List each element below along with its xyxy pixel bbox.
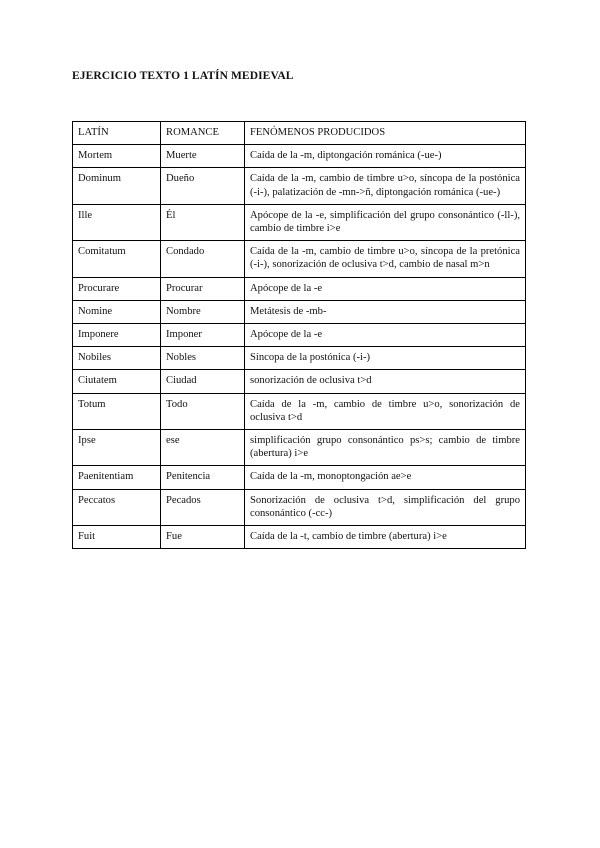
- document-title: EJERCICIO TEXTO 1 LATÍN MEDIEVAL: [72, 70, 294, 82]
- romance-cell: Penitencia: [161, 466, 245, 489]
- romance-cell: Fue: [161, 526, 245, 549]
- latin-cell: Paenitentiam: [73, 466, 161, 489]
- romance-cell: Nombre: [161, 300, 245, 323]
- romance-cell: Todo: [161, 393, 245, 429]
- table-row: [73, 277, 526, 300]
- table-row: [73, 526, 526, 549]
- phenomena-cell: Caída de la -m, cambio de timbre u>o, síncopa de la postónica (-i-), palatización de -mn->ñ, diptongación románica (-ue-): [245, 168, 526, 204]
- table-row: [73, 466, 526, 489]
- romance-cell: Nobles: [161, 347, 245, 370]
- latin-cell: Ipse: [73, 430, 161, 466]
- table-row: [73, 430, 526, 466]
- header-phenomena: FENÓMENOS PRODUCIDOS: [245, 122, 526, 145]
- phenomena-cell: Caída de la -m, cambio de timbre u>o, sonorización de oclusiva t>d: [245, 393, 526, 429]
- latin-cell: Ille: [73, 204, 161, 240]
- latin-cell: Totum: [73, 393, 161, 429]
- phenomena-cell: Caída de la -m, monoptongación ae>e: [245, 466, 526, 489]
- table-header-row: [73, 122, 526, 145]
- phenomena-cell: Caída de la -m, diptongación románica (-ue-): [245, 145, 526, 168]
- latin-cell: Procurare: [73, 277, 161, 300]
- phenomena-cell: Caída de la -m, cambio de timbre u>o, síncopa de la pretónica (-i-), sonorización de oclusiva t>d, cambio de nasal m>n: [245, 241, 526, 277]
- romance-cell: Ciudad: [161, 370, 245, 393]
- phenomena-cell: Apócope de la -e: [245, 277, 526, 300]
- romance-cell: Pecados: [161, 489, 245, 525]
- latin-cell: Nomine: [73, 300, 161, 323]
- romance-cell: ese: [161, 430, 245, 466]
- latin-cell: Nobiles: [73, 347, 161, 370]
- romance-cell: Procurar: [161, 277, 245, 300]
- latin-cell: Mortem: [73, 145, 161, 168]
- latin-cell: Comitatum: [73, 241, 161, 277]
- table-row: [73, 241, 526, 277]
- romance-cell: Él: [161, 204, 245, 240]
- romance-cell: Condado: [161, 241, 245, 277]
- table-row: [73, 347, 526, 370]
- table-row: [73, 489, 526, 525]
- romance-cell: Imponer: [161, 324, 245, 347]
- phenomena-cell: Apócope de la -e: [245, 324, 526, 347]
- phenomena-cell: Caída de la -t, cambio de timbre (abertura) i>e: [245, 526, 526, 549]
- phenomena-cell: simplificación grupo consonántico ps>s; cambio de timbre (abertura) i>e: [245, 430, 526, 466]
- phenomena-cell: Sonorización de oclusiva t>d, simplificación del grupo consonántico (-cc-): [245, 489, 526, 525]
- table-row: [73, 300, 526, 323]
- table-row: [73, 145, 526, 168]
- phenomena-cell: Apócope de la -e, simplificación del grupo consonántico (-ll-), cambio de timbre i>e: [245, 204, 526, 240]
- phenomena-cell: Metátesis de -mb-: [245, 300, 526, 323]
- latin-cell: Ciutatem: [73, 370, 161, 393]
- table-row: [73, 168, 526, 204]
- table-row: [73, 204, 526, 240]
- header-romance: ROMANCE: [161, 122, 245, 145]
- phenomena-cell: sonorización de oclusiva t>d: [245, 370, 526, 393]
- phenomena-table: [72, 121, 526, 549]
- latin-cell: Dominum: [73, 168, 161, 204]
- table-row: [73, 370, 526, 393]
- latin-cell: Fuit: [73, 526, 161, 549]
- phenomena-cell: Síncopa de la postónica (-i-): [245, 347, 526, 370]
- table-row: [73, 324, 526, 347]
- romance-cell: Muerte: [161, 145, 245, 168]
- romance-cell: Dueño: [161, 168, 245, 204]
- header-latin: LATÍN: [73, 122, 161, 145]
- latin-cell: Peccatos: [73, 489, 161, 525]
- latin-cell: Imponere: [73, 324, 161, 347]
- table-row: [73, 393, 526, 429]
